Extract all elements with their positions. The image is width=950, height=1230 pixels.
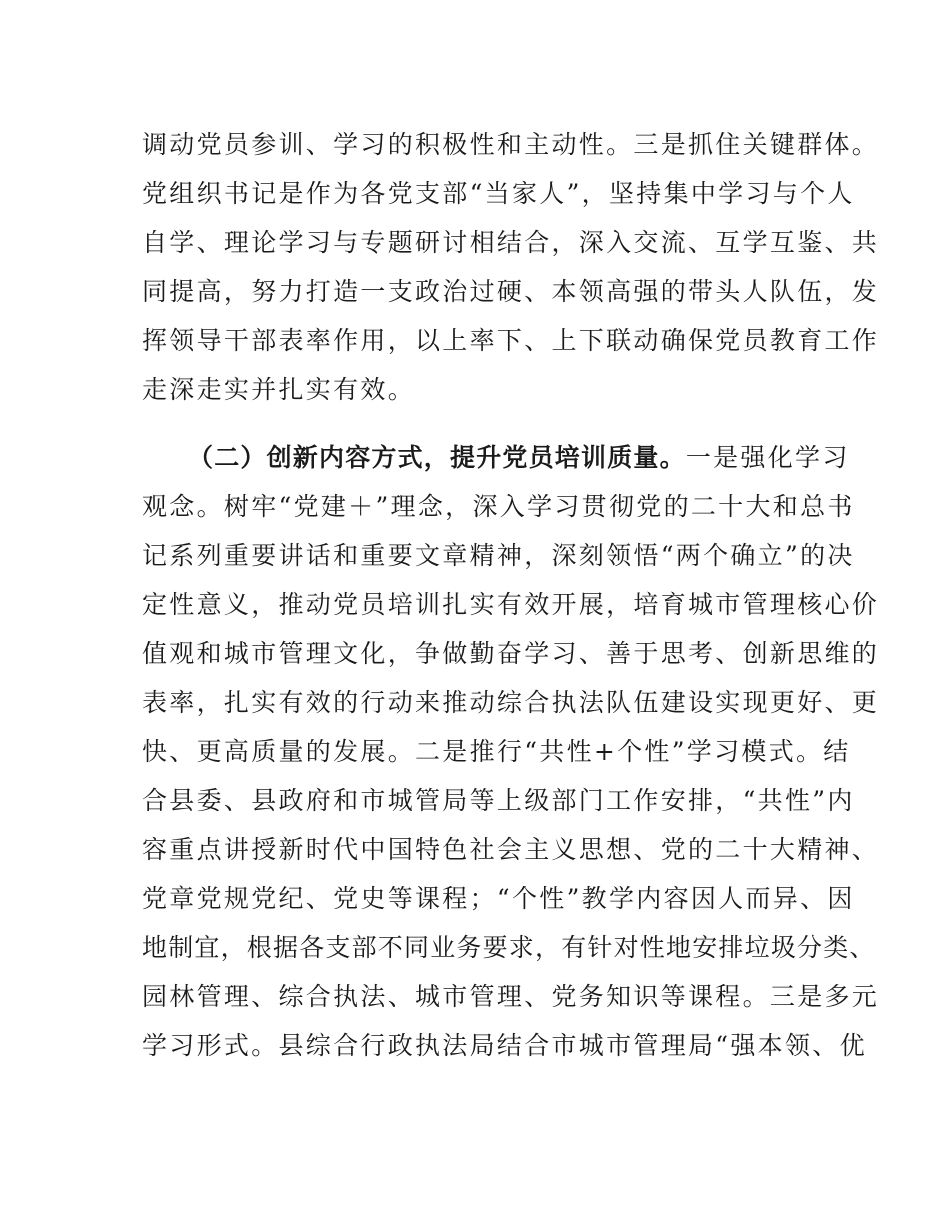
paragraph-1-line-4: 同提高，努力打造一支政治过硬、本领高强的带头人队伍，发	[142, 277, 880, 306]
paragraph-1-line-3: 自学、理论学习与专题研讨相结合，深入交流、互学互鉴、共	[142, 228, 880, 257]
paragraph-2-line-13: 学习形式。县综合行政执法局结合市城市管理局“强本领、优	[142, 1031, 867, 1060]
paragraph-2-line-5: 值观和城市管理文化，争做勤奋学习、善于思考、创新思维的	[142, 639, 880, 668]
paragraph-1-line-6: 走深走实并扎实有效。	[142, 375, 416, 404]
paragraph-2-line-6: 表率，扎实有效的行动来推动综合执法队伍建设实现更好、更	[142, 688, 880, 717]
paragraph-2-line-2: 观念。树牢“党建＋”理念，深入学习贯彻党的二十大和总书	[142, 492, 855, 521]
paragraph-2-line-9: 容重点讲授新时代中国特色社会主义思想、党的二十大精神、	[142, 835, 880, 864]
paragraph-1-line-1: 调动党员参训、学习的积极性和主动性。三是抓住关键群体。	[142, 130, 880, 159]
paragraph-2-first-line	[188, 438, 850, 478]
paragraph-2-first-line-text: 一是强化学习	[685, 443, 850, 472]
paragraph-2-line-12: 园林管理、综合执法、城市管理、党务知识等课程。三是多元	[142, 982, 880, 1011]
paragraph-2-line-7: 快、更高质量的发展。二是推行“共性+个性”学习模式。结	[142, 737, 851, 766]
paragraph-2-line-8: 合县委、县政府和市城管局等上级部门工作安排，“共性”内	[142, 786, 855, 815]
paragraph-2-line-3: 记系列重要讲话和重要文章精神，深刻领悟“两个确立”的决	[142, 541, 855, 570]
paragraph-1-line-2: 党组织书记是作为各党支部“当家人”，坚持集中学习与个人	[142, 179, 855, 208]
paragraph-1-line-5: 挥领导干部表率作用，以上率下、上下联动确保党员教育工作	[142, 326, 880, 355]
section-heading: （二）创新内容方式，提升党员培训质量。	[188, 443, 686, 472]
paragraph-2-line-11: 地制宜，根据各支部不同业务要求，有针对性地安排垃圾分类、	[142, 933, 876, 962]
paragraph-2-line-4: 定性意义，推动党员培训扎实有效开展，培育城市管理核心价	[142, 590, 880, 619]
paragraph-2-line-10: 党章党规党纪、党史等课程；“个性”教学内容因人而异、因	[142, 884, 855, 913]
